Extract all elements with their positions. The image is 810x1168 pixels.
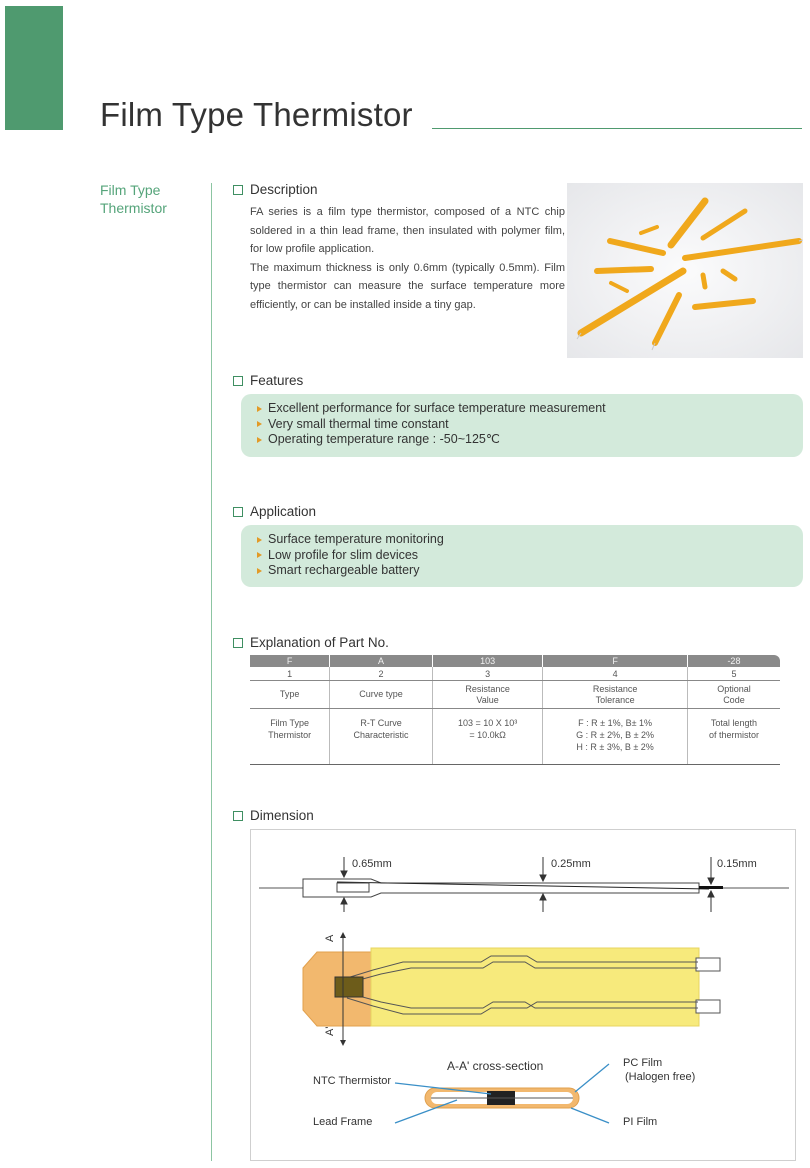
table-row (250, 709, 780, 765)
lead-frame-label: Lead Frame (313, 1116, 373, 1128)
dimension-drawing (251, 830, 795, 1160)
dimension-drawing-frame (250, 829, 796, 1161)
cell-line: R-T Curve (360, 718, 402, 728)
cell-line: F : R ± 1%, B± 1% (578, 718, 653, 728)
thickness-label: 0.15mm (717, 858, 757, 870)
number-cell: 5 (687, 667, 780, 681)
number-cell: 1 (250, 667, 330, 681)
bullet-arrow-icon (257, 552, 262, 558)
features-list (241, 394, 803, 448)
checkbox-square-icon (233, 185, 243, 195)
cross-section-title: A-A' cross-section (447, 1059, 544, 1073)
number-cell: 3 (432, 667, 542, 681)
ntc-chip (335, 977, 363, 997)
checkbox-square-icon (233, 638, 243, 648)
cell-line: Total length (710, 718, 757, 728)
cell-line: Resistance (465, 683, 510, 694)
description-text (250, 203, 565, 314)
value-cell (330, 709, 433, 765)
list-item (257, 432, 803, 448)
film-thermistor-photo-image (567, 183, 803, 358)
label-cell (330, 681, 433, 709)
product-photo (567, 183, 803, 358)
part-no-heading (233, 635, 389, 650)
code-cell: F (250, 655, 330, 667)
checkbox-square-icon (233, 376, 243, 386)
features-heading-text: Features (250, 373, 304, 388)
list-item-text: Excellent performance for surface temperature measurement (268, 401, 606, 415)
cell-line: G : R ± 2%, B ± 2% (576, 730, 655, 740)
cell-line: = 10.0kΩ (469, 730, 506, 740)
application-list (241, 525, 803, 579)
vertical-divider (211, 183, 212, 1161)
application-heading-text: Application (250, 504, 317, 519)
features-panel (241, 394, 803, 457)
side-label-line: Thermistor (100, 200, 167, 216)
ntc-thermistor-label: NTC Thermistor (313, 1075, 392, 1087)
bullet-arrow-icon (257, 421, 262, 427)
section-a-prime-label: A' (324, 1026, 336, 1036)
cell-line: Value (476, 694, 499, 705)
cell-line: of thermistor (708, 730, 759, 740)
cell-line: Code (723, 694, 745, 705)
cell-line: Resistance (592, 683, 638, 694)
part-no-heading-text: Explanation of Part No. (250, 635, 389, 650)
pc-film-label-note: (Halogen free) (625, 1071, 696, 1083)
table-row (250, 667, 780, 681)
cell-line: Film Type (270, 718, 310, 728)
code-cell: 103 (432, 655, 542, 667)
list-item (257, 548, 803, 564)
label-cell (543, 681, 688, 709)
description-paragraph: FA series is a film type thermistor, composed of a NTC chip soldered in a thin lead frame, then insulated with polymer film, for low profile application. (250, 206, 565, 255)
description-heading-text: Description (250, 182, 318, 197)
value-cell (543, 709, 688, 765)
list-item-text: Surface temperature monitoring (268, 532, 444, 546)
value-cell (687, 709, 780, 765)
list-item-text: Very small thermal time constant (268, 416, 449, 431)
list-item (257, 563, 803, 579)
features-heading (233, 373, 303, 388)
bullet-arrow-icon (257, 568, 262, 574)
cell-line: Curve type (359, 689, 403, 699)
checkbox-square-icon (233, 811, 243, 821)
cell-line: 103 = 10 X 10³ (457, 718, 518, 728)
thickness-label: 0.65mm (352, 858, 392, 870)
description-heading (233, 182, 318, 197)
section-a-label: A (324, 934, 336, 942)
code-cell: -28 (687, 655, 780, 667)
dimension-heading (233, 808, 314, 823)
pi-film-label: PI Film (623, 1116, 658, 1128)
code-cell: A (330, 655, 433, 667)
list-item-text: Smart rechargeable battery (268, 563, 420, 577)
header-accent-block (5, 6, 63, 130)
checkbox-square-icon (233, 507, 243, 517)
thickness-label: 0.25mm (551, 858, 591, 870)
cell-line: H : R ± 3%, B ± 2% (576, 742, 654, 752)
side-label-line: Film Type (100, 182, 161, 198)
page-title: Film Type Thermistor (100, 96, 413, 133)
label-cell (687, 681, 780, 709)
side-section-label (100, 181, 167, 217)
cell-line: Characteristic (353, 730, 409, 740)
cell-line: Type (279, 689, 300, 699)
number-cell: 4 (543, 667, 688, 681)
dimension-heading-text: Dimension (250, 808, 314, 823)
list-item (257, 401, 803, 417)
lead-end-bottom (696, 1000, 720, 1013)
description-paragraph: The maximum thickness is only 0.6mm (typically 0.5mm). Film type thermistor can measure the surface temperature more efficiently, or can be installed inside a tiny gap. (250, 261, 565, 311)
bullet-arrow-icon (257, 437, 262, 443)
list-item (257, 417, 803, 433)
application-panel (241, 525, 803, 587)
application-heading (233, 504, 316, 519)
pc-film-label: PC Film (623, 1057, 663, 1069)
bullet-arrow-icon (257, 406, 262, 412)
label-cell (250, 681, 330, 709)
number-cell: 2 (330, 667, 433, 681)
list-item (257, 532, 803, 548)
cell-line: Tolerance (595, 694, 635, 705)
code-cell: F (543, 655, 688, 667)
part-number-table (250, 655, 780, 765)
cell-line: Thermistor (268, 730, 312, 740)
list-item-text: Operating temperature range : -50~125℃ (268, 432, 500, 446)
bullet-arrow-icon (257, 537, 262, 543)
cell-line: Optional (717, 683, 751, 694)
table-row (250, 655, 780, 667)
label-cell (432, 681, 542, 709)
table-row (250, 681, 780, 709)
list-item-text: Low profile for slim devices (268, 547, 419, 562)
value-cell (250, 709, 330, 765)
lead-end-top (696, 958, 720, 971)
value-cell (432, 709, 542, 765)
title-underline (432, 128, 802, 129)
